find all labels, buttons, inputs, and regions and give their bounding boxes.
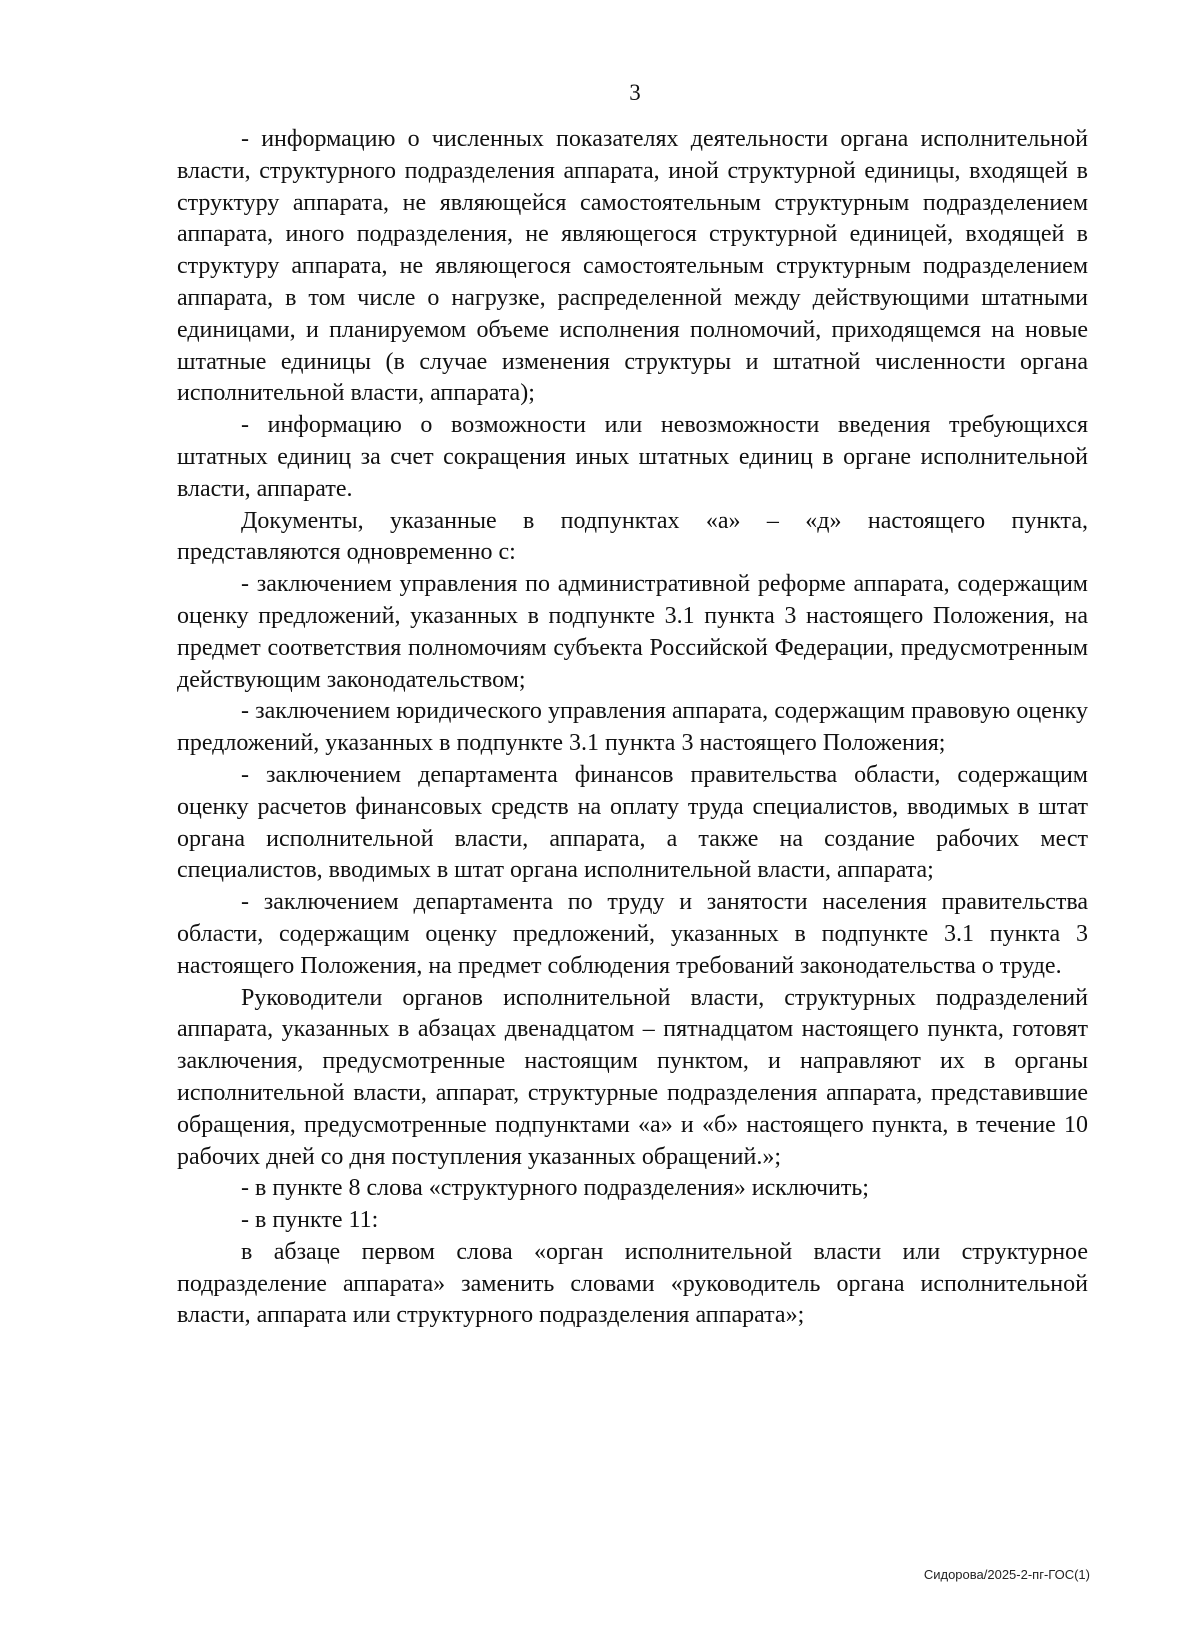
paragraph: - в пункте 11:	[241, 1207, 379, 1234]
paragraph: - информацию о возможности или невозможности введения требующихся штатных единиц за счет сокращения иных штатных единиц в органе исполнительной власти, аппарате.	[177, 412, 1088, 502]
paragraph: в абзаце первом слова «орган исполнительной власти или структурное подразделение аппарата» заменить словами «руководитель органа исполнительной власти, аппарата или структурного подразделения аппарата»;	[177, 1238, 1088, 1329]
paragraph: Руководители органов исполнительной власти, структурных подразделений аппарата, указанных в абзацах двенадцатом – пятнадцатом настоящего пункта, готовят заключения, предусмотренные настоящим пунктом, и направляют их в органы исполнительной власти, аппарат, структурные подразделения аппарата, представившие обращения, предусмотренные подпунктами «а» и «б» настоящего пункта, в течение 10 рабочих дней со дня поступления указанных обращений.»;	[177, 984, 1088, 1170]
paragraph: - заключением управления по административной реформе аппарата, содержащим оценку предложений, указанных в подпункте 3.1 пункта 3 настоящего Положения, на предмет соответствия полномочиям субъекта Российской Федерации, предусмотренным действующим законодательством;	[177, 571, 1088, 693]
paragraph: - заключением департамента финансов правительства области, содержащим оценку расчетов финансовых средств на оплату труда специалистов, вводимых в штат органа исполнительной власти, аппарата, а также на создание рабочих мест специалистов, вводимых в штат органа исполнительной власти, аппарата;	[177, 761, 1088, 884]
paragraph: - информацию о численных показателях деятельности органа исполнительной власти, структурного подразделения аппарата, иной структурной единицы, входящей в структуру аппарата, не являющейся самостоятельным структурным подразделением аппарата, иного подразделения, не являющегося структурной единицей, входящей в структуру аппарата, не являющегося самостоятельным структурным подразделением аппарата, в том числе о нагрузке, распределенной между действующими штатными единицами, и планируемом объеме исполнения полномочий, приходящемся на новые штатные единицы (в случае изменения структуры и штатной численности органа исполнительной власти, аппарата);	[177, 126, 1088, 407]
document-body	[177, 124, 1088, 1332]
document-code: Сидорова/2025-2-пг-ГОС(1)	[923, 1567, 1090, 1582]
paragraph: - в пункте 8 слова «структурного подразделения» исключить;	[241, 1175, 869, 1202]
page-number: 3	[629, 80, 641, 105]
paragraph: Документы, указанные в подпунктах «а» – «д» настоящего пункта, представляются одновременно с:	[177, 507, 1088, 566]
paragraph: - заключением юридического управления аппарата, содержащим правовую оценку предложений, указанных в подпункте 3.1 пункта 3 настоящего Положения;	[177, 698, 1088, 757]
paragraph: - заключением департамента по труду и занятости населения правительства области, содержащим оценку предложений, указанных в подпункте 3.1 пункта 3 настоящего Положения, на предмет соблюдения требований законодательства о труде.	[177, 889, 1088, 979]
